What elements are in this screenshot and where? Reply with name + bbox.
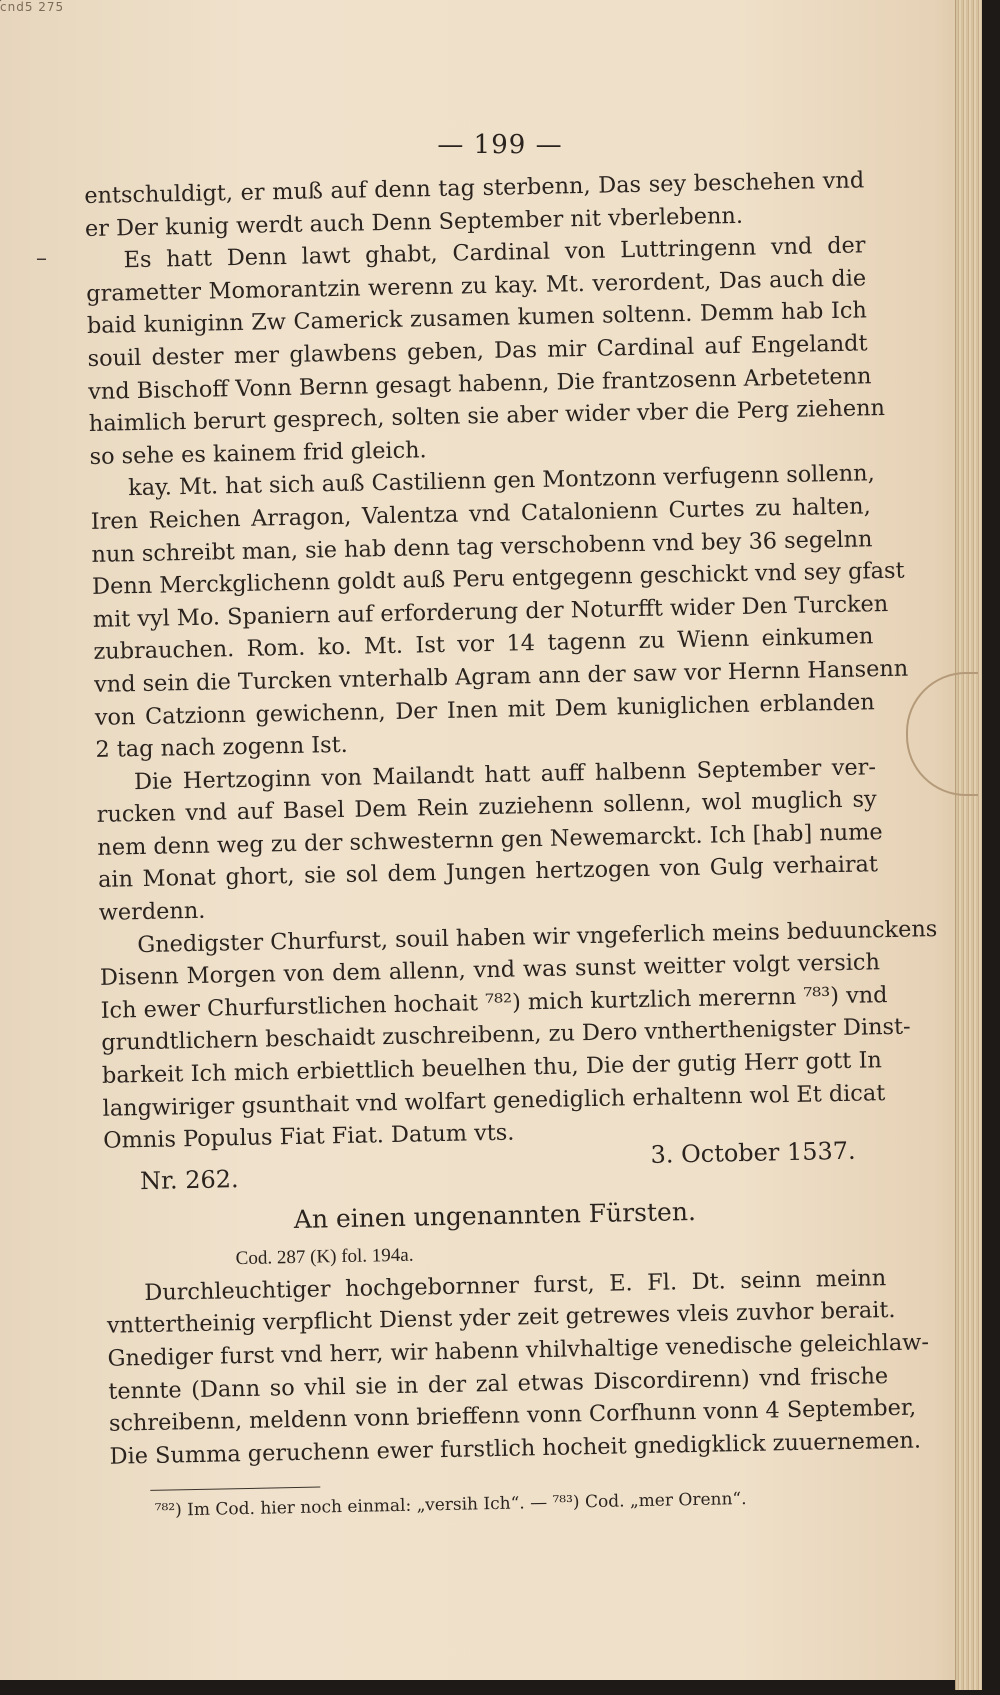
paragraph-5 <box>99 914 938 1158</box>
letter-number: Nr. 262. <box>139 1164 239 1195</box>
text-line: von Catzionn gewichenn, Der Inen mit Dem kuniglichen erblanden <box>94 688 875 731</box>
text-line: baid kuniginn Zw Camerick zusamen kumen soltenn. Demm hab Ich <box>86 297 868 340</box>
text-line: vnttertheinig verpflicht Dienst yder zeit getrewes vleis zuvhor berait. <box>106 1297 896 1340</box>
corner-mark: cnd5 275 <box>0 0 65 14</box>
letter-body <box>106 1262 930 1473</box>
footnote-rule <box>150 1487 320 1491</box>
text-line: Es hatt Denn lawt ghabt, Cardinal von Luttringenn vnd der <box>123 232 866 274</box>
page-edges <box>955 0 982 1690</box>
text-line: ain Monat ghort, sie sol dem Jungen hertzogen von Gulg verhairat <box>97 851 879 894</box>
text-line: Durchleuchtiger hochgebornner furst, E. Fl. Dt. seinn meinn <box>144 1264 887 1306</box>
margin-dash: – <box>36 246 47 271</box>
text-line: grundtlichern beschaidt zuschreibenn, zu Dero vntherthenigster Dinst- <box>101 1014 911 1057</box>
letter-source: Cod. 287 (K) fol. 194a. <box>235 1244 414 1269</box>
text-line: Gnediger furst vnd herr, wir habenn vhilvhaltige venedische geleichlaw- <box>107 1329 930 1372</box>
text-line: 2 tag nach zogenn Ist. <box>95 731 348 763</box>
text-line: Iren Reichen Arragon, Valentza vnd Catalonienn Curtes zu halten, <box>90 493 871 535</box>
text-line: nem denn weg zu der schwesternn gen Newemarckt. Ich [hab] nume <box>97 818 883 861</box>
text-block <box>84 164 938 1524</box>
text-line: tennte (Dann so vhil sie in der zal etwas Discordirenn) vnd frische <box>108 1362 889 1405</box>
page-number: — 199 — <box>437 130 563 160</box>
text-line: zubrauchen. Rom. ko. Mt. Ist vor 14 tagenn zu Wienn einkumen <box>93 623 874 666</box>
letter-recipient: An einen ungenannten Fürsten. <box>293 1196 697 1234</box>
paragraph-2 <box>85 230 886 474</box>
text-line: werdenn. <box>98 897 206 926</box>
text-line: vnd Bischoff Vonn Bernn gesagt habenn, Die frantzosenn Arbetetenn <box>87 362 872 405</box>
text-line: entschuldigt, er muß auf denn tag sterbenn, Das sey beschehen vnd <box>84 167 865 209</box>
text-line: Die Hertzoginn von Mailandt hatt auff halbenn September ver- <box>133 753 877 795</box>
text-line: grametter Momorantzin werenn zu kay. Mt. verordent, Das auch die <box>86 265 867 307</box>
text-line: Omnis Populus Fiat Fiat. Datum vts. <box>103 1119 515 1155</box>
text-line: langwiriger gsunthait vnd wolfart genediglich erhaltenn wol Et dicat <box>102 1079 886 1122</box>
letter-date: 3. October 1537. <box>650 1136 856 1169</box>
paragraph-4 <box>96 751 883 930</box>
text-line: Die Summa geruchenn ewer furstlich hocheit gnedigklick zuuernemen. <box>109 1427 922 1470</box>
text-line: kay. Mt. hat sich auß Castilienn gen Montzonn verfugenn sollenn, <box>127 460 875 502</box>
text-line: rucken vnd auf Basel Dem Rein zuziehenn sollenn, wol muglich sy <box>96 786 877 829</box>
text-line: Gnedigster Churfurst, souil haben wir vngeferlich meins beduunckens <box>137 915 938 958</box>
text-line: er Der kunig werdt auch Denn September nit vberlebenn. <box>84 202 744 242</box>
text-line: Ich ewer Churfurstlichen hochait ⁷⁸²) mich kurtzlich merernn ⁷⁸³) vnd <box>100 981 888 1024</box>
text-line: mit vyl Mo. Spaniern auf erforderung der Noturfft wider Den Turcken <box>92 590 889 633</box>
text-line: vnd sein die Turcken vnterhalb Agram ann der saw vor Hernn Hansenn <box>93 655 909 698</box>
text-line: Denn Merckglichenn goldt auß Peru entgegenn geschickt vnd sey gfast <box>91 557 905 601</box>
text-line: nun schreibt man, sie hab denn tag verschobenn vnd bey 36 segelnn <box>91 525 873 568</box>
text-line: barkeit Ich mich erbiettlich beuelhen thu, Die der gutig Herr gott In <box>101 1047 883 1089</box>
text-line: schreibenn, meldenn vonn brieffenn vonn Corfhunn vonn 4 September, <box>108 1394 917 1437</box>
text-line: Disenn Morgen von dem allenn, vnd was sunst weitter volgt versich <box>99 949 881 992</box>
text-line: so sehe es kainem frid gleich. <box>89 436 427 470</box>
text-line: haimlich berurt gesprech, solten sie aber wider vber die Perg ziehenn <box>88 395 886 438</box>
paragraph-3 <box>90 458 909 767</box>
text-line: souil dester mer glawbens geben, Das mir Cardinal auf Engelandt <box>87 330 868 372</box>
footnotes: ⁷⁸²) Im Cod. hier noch einmal: „versih Ich“. — ⁷⁸³) Cod. „mer Orenn“. <box>154 1489 747 1522</box>
